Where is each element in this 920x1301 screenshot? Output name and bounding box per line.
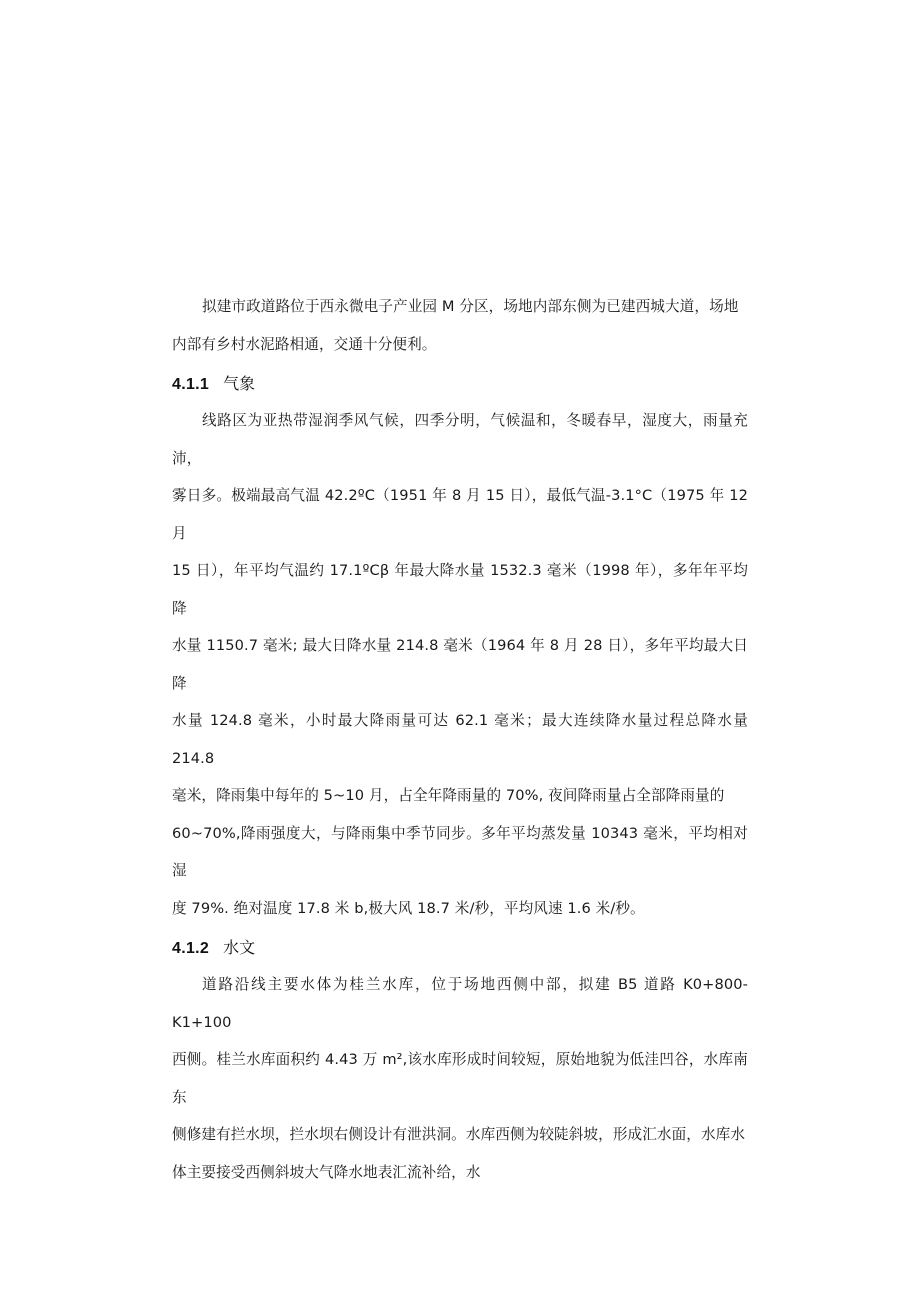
section-title: 气象: [223, 374, 256, 393]
hydrology-paragraph: [172, 966, 748, 1191]
section-number: 4.1.2: [172, 940, 210, 957]
paragraph-line: 水量 124.8 毫米，小时最大降雨量可达 62.1 毫米；最大连续降水量过程总降水量 214.8: [172, 712, 748, 767]
paragraph-line: 线路区为亚热带湿润季风气候，四季分明，气候温和，冬暖春早，湿度大，雨量充沛，: [172, 412, 748, 467]
paragraph-line: 拟建市政道路位于西永微电子产业园 M 分区，场地内部东侧为已建西城大道，场地: [202, 298, 739, 315]
paragraph-line: 侧修建有拦水坝，拦水坝右侧设计有泄洪洞。水库西侧为较陡斜坡，形成汇水面，水库水: [172, 1126, 746, 1143]
paragraph-line: 西侧。桂兰水库面积约 4.43 万 m²,该水库形成时间较短，原始地貌为低洼凹谷，水库南东: [172, 1051, 748, 1106]
section-number: 4.1.1: [172, 376, 210, 393]
section-heading-weather: [172, 369, 748, 400]
weather-paragraph: [172, 402, 748, 927]
paragraph-line: 毫米，降雨集中每年的 5~10 月，占全年降雨量的 70%, 夜间降雨量占全部降雨量的: [172, 787, 725, 804]
section-title: 水文: [223, 938, 256, 957]
paragraph-line: 水量 1150.7 毫米; 最大日降水量 214.8 毫米（1964 年 8 月 28 日），多年平均最大日降: [172, 637, 748, 692]
paragraph-line: 度 79%. 绝对温度 17.8 米 b,极大风 18.7 米/秒，平均风速 1.6 米/秒。: [172, 899, 645, 917]
paragraph-line: 体主要接受西侧斜坡大气降水地表汇流补给，水: [172, 1163, 481, 1181]
intro-paragraph: [172, 288, 748, 363]
paragraph-line: 道路沿线主要水体为桂兰水库，位于场地西侧中部，拟建 B5 道路 K0+800-K1+100: [172, 976, 748, 1031]
paragraph-line: 内部有乡村水泥路相通，交通十分便利。: [172, 335, 437, 353]
section-heading-hydrology: [172, 933, 748, 964]
document-body: [172, 288, 748, 1191]
paragraph-line: 60~70%,降雨强度大，与降雨集中季节同步。多年平均蒸发量 10343 毫米，平均相对湿: [172, 824, 748, 879]
paragraph-line: 15 日），年平均气温约 17.1ºCβ 年最大降水量 1532.3 毫米（1998 年），多年年平均降: [172, 562, 748, 617]
paragraph-line: 雾日多。极端最高气温 42.2ºC（1951 年 8 月 15 日），最低气温-3.1°C（1975 年 12 月: [172, 487, 748, 542]
